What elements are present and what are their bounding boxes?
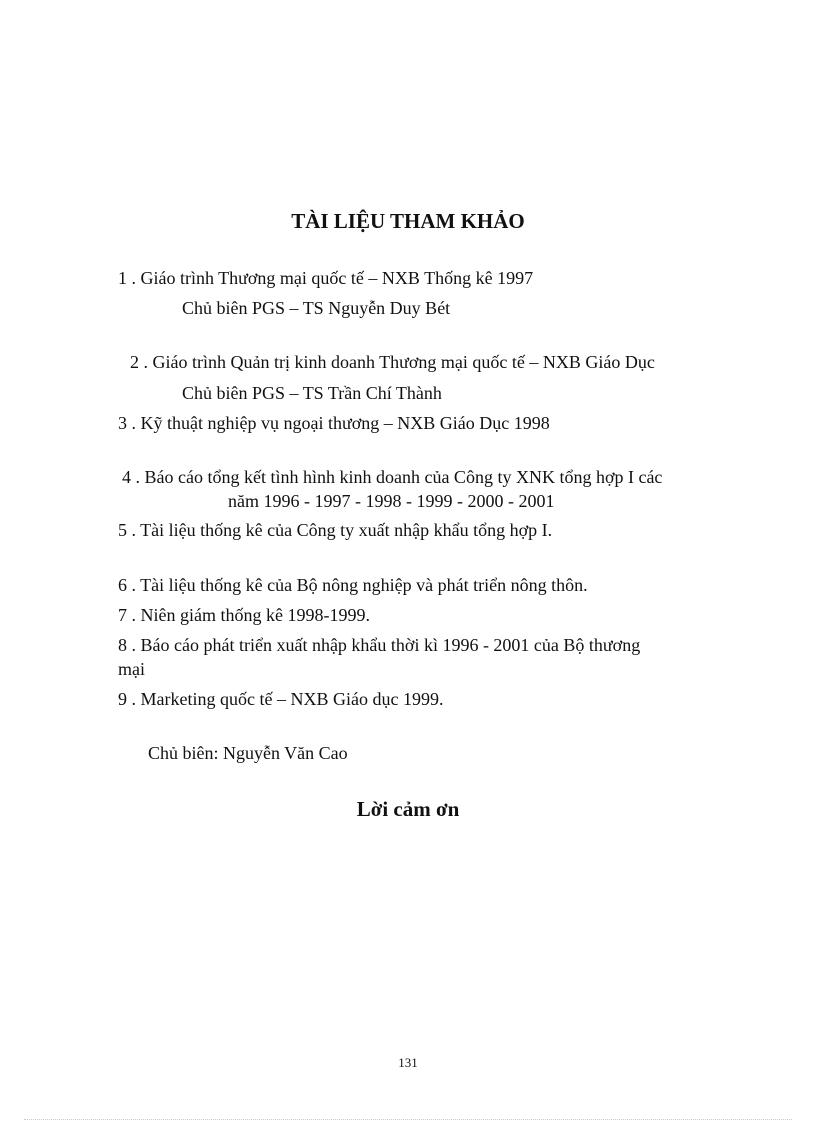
page-title: TÀI LIỆU THAM KHẢO xyxy=(291,209,525,233)
reference-6-title: 6 . Tài liệu thống kê của Bộ nông nghiệp và phát triển nông thôn. xyxy=(118,575,588,595)
reference-8-title: 8 . Báo cáo phát triển xuất nhập khẩu thời kì 1996 - 2001 của Bộ thương xyxy=(118,635,641,655)
reference-9-title: 9 . Marketing quốc tế – NXB Giáo dục 1999. xyxy=(118,689,444,709)
reference-1-title: 1 . Giáo trình Thương mại quốc tế – NXB Thống kê 1997 xyxy=(118,268,534,288)
reference-7-title: 7 . Niên giám thống kê 1998-1999. xyxy=(118,605,370,625)
reference-2-title: 2 . Giáo trình Quản trị kinh doanh Thương mại quốc tế – NXB Giáo Dục xyxy=(130,352,655,372)
page-bottom-divider xyxy=(24,1119,792,1120)
acknowledgement-heading: Lời cảm ơn xyxy=(356,797,460,821)
reference-1-editor: Chủ biên PGS – TS Nguyễn Duy Bét xyxy=(182,298,451,318)
reference-8-continuation: mại xyxy=(118,659,145,679)
reference-2-editor: Chủ biên PGS – TS Trần Chí Thành xyxy=(182,383,442,403)
reference-3-title: 3 . Kỹ thuật nghiệp vụ ngoại thương – NXB Giáo Dục 1998 xyxy=(118,413,550,433)
page-number: 131 xyxy=(398,1055,418,1070)
reference-4-years: năm 1996 - 1997 - 1998 - 1999 - 2000 - 2001 xyxy=(228,491,555,511)
reference-5-title: 5 . Tài liệu thống kê của Công ty xuất nhập khẩu tổng hợp I. xyxy=(118,520,553,540)
reference-4-title: 4 . Báo cáo tổng kết tình hình kinh doanh của Công ty XNK tổng hợp I các xyxy=(122,467,663,487)
reference-9-editor: Chủ biên: Nguyễn Văn Cao xyxy=(148,743,348,763)
